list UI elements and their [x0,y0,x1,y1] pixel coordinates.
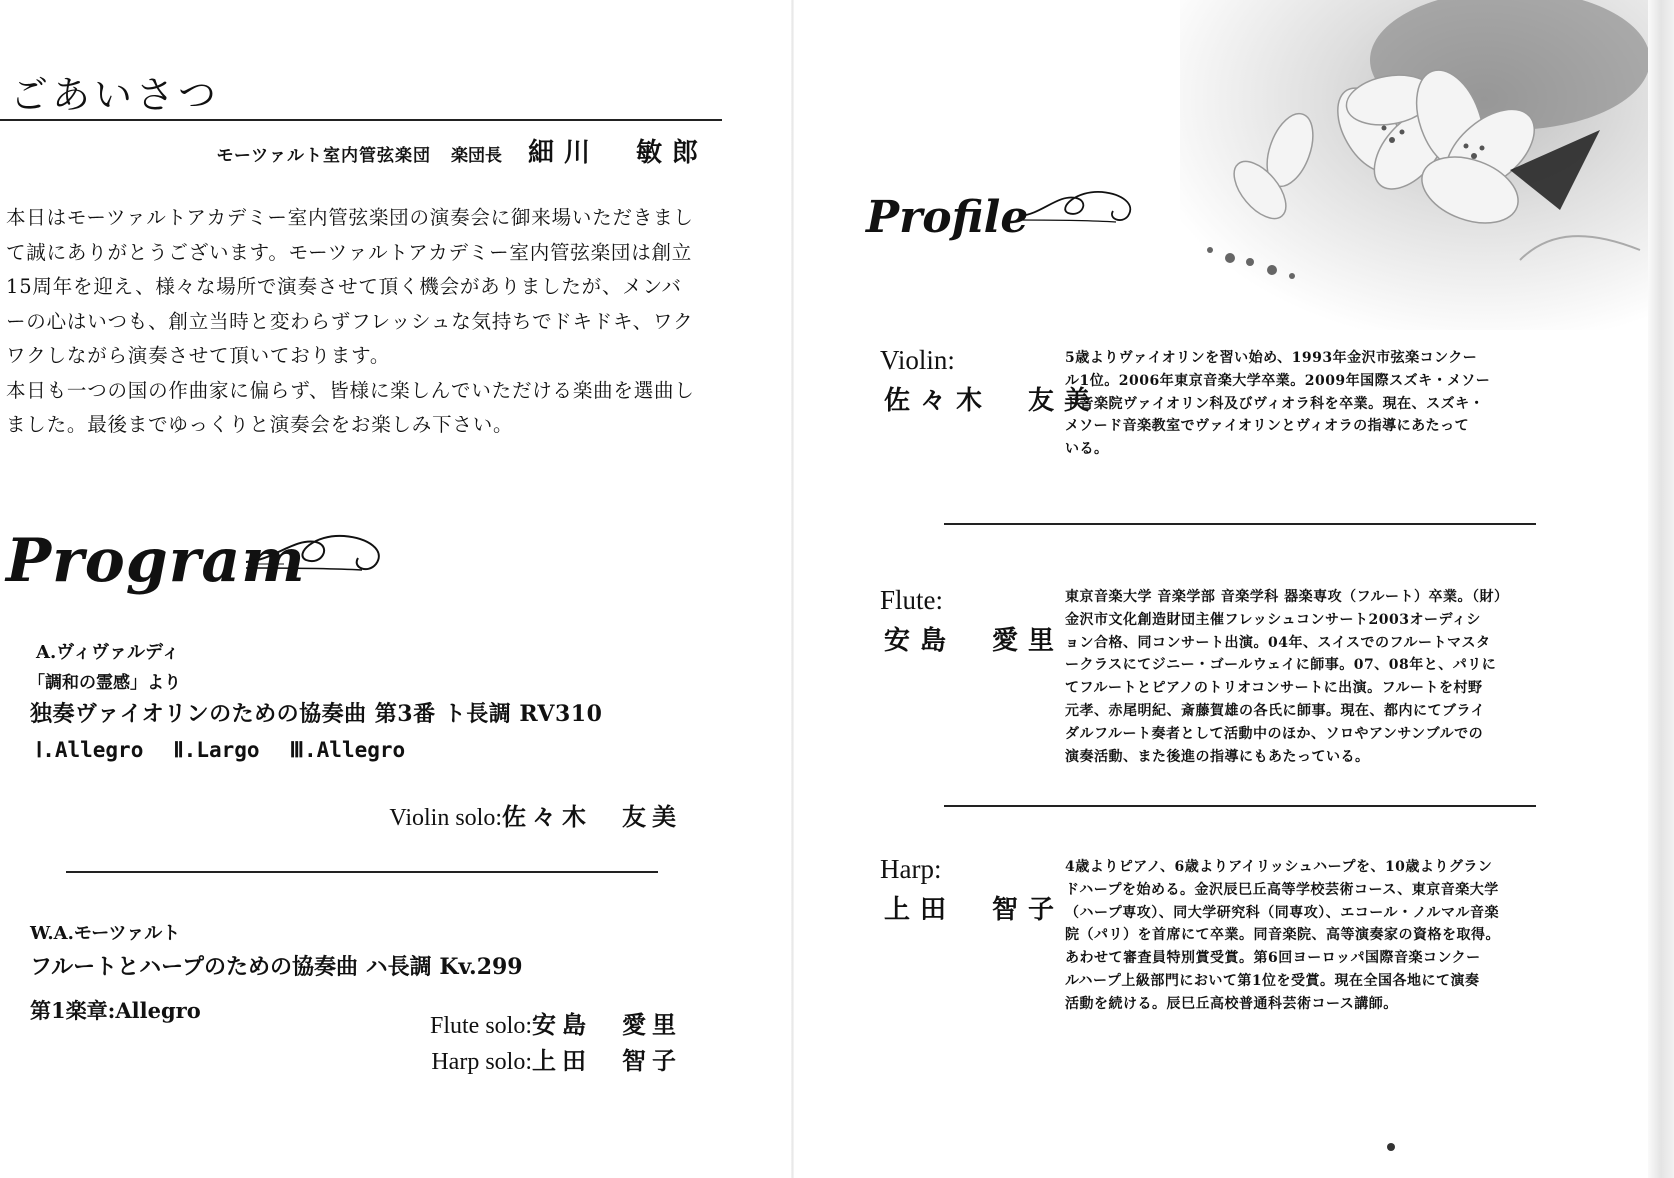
greeting-line: 本日も一つの国の作曲家に偏らず、皆様に楽しんでいただける楽曲を選曲し [6,378,695,402]
solo-label: Violin solo: [389,805,502,831]
bio-line: 金沢市文化創造財団主催フレッシュコンサート2003オーディシ [1065,611,1481,628]
bio-line: ョン合格、同コンサート出演。04年、スイスでのフルートマスタ [1065,634,1491,651]
greeting-line: ワクしながら演奏させて頂いております。 [6,344,391,367]
movement: Ⅱ.Largo [173,738,260,762]
bio-line: いる。 [1065,441,1109,458]
greeting-line: て誠にありがとうございます。モーツァルトアカデミー室内管弦楽団は創立 [6,240,693,264]
solo-name: 佐々木 友美 [502,802,682,831]
greeting-body [6,201,722,443]
director-name: 細川 敏郎 [527,138,708,168]
greeting-line: ーの心はいつも、創立当時と変わらずフレッシュな気持ちでドキドキ、ワク [6,309,694,333]
piece1-movements [36,738,435,762]
bio-line: ルハープ上級部門において第1位を受賞。現在全国各地にて演奏 [1065,972,1480,989]
bio-line: （ハープ専攻）、同大学研究科（同専攻）、エコール・ノルマル音楽 [1065,904,1499,921]
profile-heading: Profile [866,192,1029,243]
piece1-source: 「調和の霊感」より [28,673,181,693]
bio-line: あわせて審査員特別賞受賞。第6回ヨーロッパ国際音楽コンクー [1065,950,1481,967]
greeting-title: ごあいさつ [10,73,221,117]
solo-name: 上田 智子 [532,1046,682,1075]
print-speck [1387,1143,1395,1151]
program-divider [66,871,658,873]
bio-line: 5歳よりヴァイオリンを習い始め、1993年金沢市弦楽コンクー [1065,350,1478,366]
piece2-movement: 第1楽章:Allegro [30,998,201,1023]
performer-bio [1065,586,1585,768]
program-heading: Program [6,526,306,596]
performer-instrument: Harp: [880,854,942,884]
bio-line: 元孝、赤尾明紀、斎藤賀雄の各氏に師事。現在、都内にてブライ [1065,702,1486,719]
performer-name: 佐々木 友美 [884,386,1101,416]
solo-name: 安島 愛里 [532,1010,682,1039]
greeting-line: ました。最後までゆっくりと演奏会をお楽しみ下さい。 [6,413,514,436]
solo-label: Harp solo: [431,1049,532,1075]
piece1-composer: A.ヴィヴァルディ [36,642,180,663]
bio-line: 4歳よりピアノ、6歳よりアイリッシュハープを、10歳よりグラン [1065,859,1493,875]
bio-line: ド音楽院ヴァイオリン科及びヴィオラ科を卒業。現在、スズキ・ [1065,395,1485,412]
performer-bio [1065,856,1585,1016]
greeting-divider [0,119,722,121]
profile-flourish-icon [1018,186,1142,232]
page-fold [791,0,794,1178]
greeting-line: 本日はモーツァルトアカデミー室内管弦楽団の演奏会に御来場いただきまし [6,206,694,229]
piece1-title: 独奏ヴァイオリンのための協奏曲 第3番 ト長調 RV310 [30,701,603,727]
piece1-soloist [389,797,682,832]
movement: Ⅲ.Allegro [289,738,406,762]
bio-line: 活動を続ける。辰巳丘高校普通科芸術コース講師。 [1065,995,1398,1012]
piece2-soloist-flute [430,1005,682,1040]
profile-divider [944,805,1536,807]
bio-line: ル1位。2006年東京音楽大学卒業。2009年国際スズキ・メソー [1065,372,1491,389]
performer-bio [1065,347,1575,461]
profile-divider [944,523,1536,525]
solo-label: Flute solo: [429,1013,532,1039]
director-line [217,132,709,169]
piece2-title: フルートとハープのための協奏曲 ハ長調 Kv.299 [30,954,523,980]
performer-name: 上田 智子 [884,895,1065,925]
bio-line: てフルートとピアノのトリオコンサートに出演。フルートを村野 [1065,680,1483,697]
director-role: 楽団長 [450,146,502,166]
organization-name: モーツァルト室内管弦楽団 [216,146,431,166]
bio-line: 院（パリ）を首席にて卒業。同音楽院、高等演奏家の資格を取得。 [1065,927,1500,944]
performer-instrument: Flute: [880,585,944,615]
piece2-soloist-harp [431,1041,682,1076]
bio-line: メソード音楽教室でヴァイオリンとヴィオラの指導にあたって [1065,418,1470,435]
bio-line: 演奏活動、また後進の指導にもあたっている。 [1065,748,1370,765]
flower-illustration [1180,0,1648,330]
bio-line: ークラスにてジニー・ゴールウェイに師事。07、08年と、パリに [1065,657,1497,674]
bio-line: ドハープを始める。金沢辰巳丘高等学校芸術コース、東京音楽大学 [1065,881,1499,898]
performer-instrument: Violin: [880,345,955,375]
greeting-line: 15周年を迎え、様々な場所で演奏させて頂く機会がありましたが、メンバ [6,275,682,298]
piece2-composer: W.A.モーツァルト [30,923,181,944]
bio-line: 東京音楽大学 音楽学部 音楽学科 器楽専攻（フルート）卒業。（財） [1065,589,1509,605]
program-flourish-icon [244,528,394,584]
performer-name: 安島 愛里 [884,626,1065,656]
bio-line: ダルフルート奏者として活動中のほか、ソロやアンサンブルでの [1065,725,1484,742]
movement: Ⅰ.Allegro [36,738,144,762]
page-edge [1648,0,1674,1178]
